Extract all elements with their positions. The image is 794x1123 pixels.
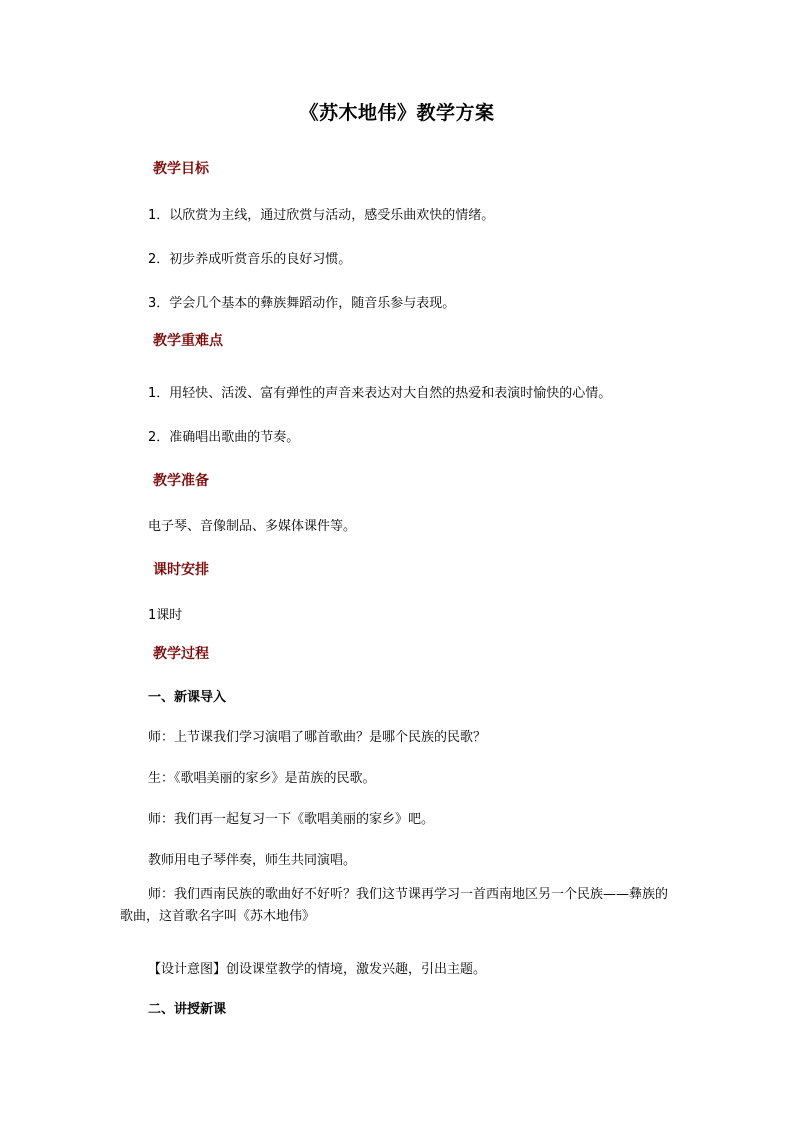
document-title: 《苏木地伟》教学方案 (299, 102, 495, 124)
process-part2-title: 二、讲授新课 (148, 1002, 227, 1017)
objective-item-1: 1．以欣赏为主线，通过欣赏与活动，感受乐曲欢快的情绪。 (148, 208, 495, 223)
section-heading-schedule: 课时安排 (153, 562, 209, 578)
section-heading-objectives: 教学目标 (153, 161, 209, 177)
section-heading-process: 教学过程 (153, 646, 209, 662)
process-line-4: 教师用电子琴伴奏，师生共同演唱。 (148, 853, 357, 868)
process-line-2: 生：《歌唱美丽的家乡》是苗族的民歌。 (148, 771, 376, 786)
process-line-3: 师：我们再一起复习一下《歌唱美丽的家乡》吧。 (148, 812, 435, 827)
objective-item-2: 2．初步养成听赏音乐的良好习惯。 (148, 252, 352, 267)
process-part1-title: 一、新课导入 (148, 690, 227, 705)
design-intent-line: 【设计意图】创设课堂教学的情境，激发兴趣，引出主题。 (148, 962, 487, 977)
objective-item-3: 3．学会几个基本的彝族舞蹈动作，随音乐参与表现。 (148, 296, 456, 311)
key-point-item-1: 1．用轻快、活泼、富有弹性的声音来表达对大自然的热爱和表演时愉快的心情。 (148, 386, 612, 401)
section-heading-key-points: 教学重难点 (153, 333, 223, 349)
section-heading-preparation: 教学准备 (153, 473, 209, 489)
key-point-item-2: 2．准确唱出歌曲的节奏。 (148, 430, 300, 445)
preparation-text: 电子琴、音像制品、多媒体课件等。 (148, 519, 357, 534)
process-line-1: 师：上节课我们学习演唱了哪首歌曲？是哪个民族的民歌？ (148, 730, 487, 745)
process-line-5: 师：我们西南民族的歌曲好不好听？我们这节课再学习一首西南地区另一个民族——彝族的歌曲，这首歌名字叫《苏木地伟》 (120, 887, 669, 924)
schedule-text: 1课时 (148, 608, 183, 623)
